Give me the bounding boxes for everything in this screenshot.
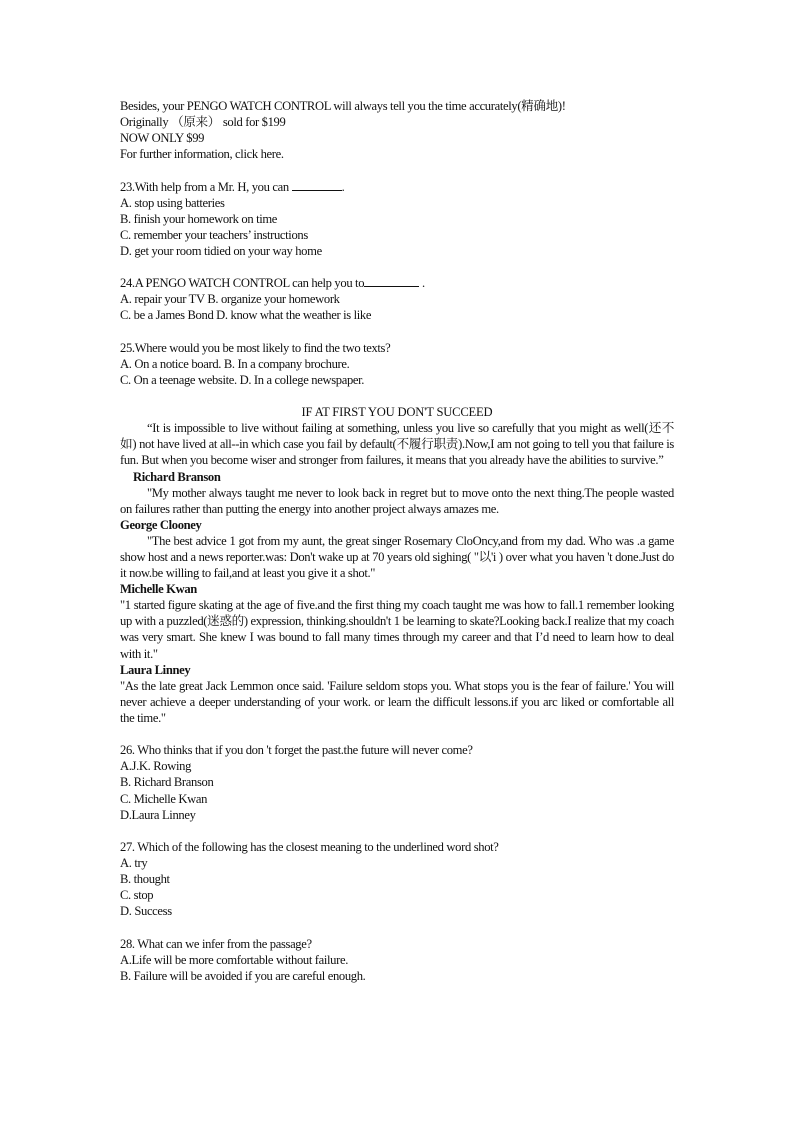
quote-paragraph: "My mother always taught me never to look back in regret but to move onto the next thing.The people wasted on failures rather than putting the energy into another project always amazes me. bbox=[120, 485, 674, 516]
question-23-option-d: D. get your room tidied on your way home bbox=[120, 243, 322, 258]
question-27-stem: 27. Which of the following has the closest meaning to the underlined word shot? bbox=[120, 839, 499, 854]
question-28-option-a: A.Life will be more comfortable without failure. bbox=[120, 952, 348, 967]
question-25-options-ab: A. On a notice board. B. In a company brochure. bbox=[120, 356, 350, 371]
ad-line-further-info: For further information, click here. bbox=[120, 147, 284, 162]
quote-paragraph: "The best advice 1 got from my aunt, the great singer Rosemary CloOncy,and from my dad. Who was .a game show host and a news reporter.was: Don't wake up at 70 years old sighing( "以'i ) over what you haven 't done.Just do it now.be willing to fail,and at least you give it a shot." bbox=[120, 533, 674, 581]
question-23-option-a: A. stop using batteries bbox=[120, 195, 225, 210]
question-26-option-d: D.Laura Linney bbox=[120, 807, 196, 822]
question-28-stem: 28. What can we infer from the passage? bbox=[120, 936, 312, 951]
answer-blank bbox=[364, 276, 419, 287]
question-27-option-c: C. stop bbox=[120, 888, 154, 903]
question-23-stem: 23.With help from a Mr. H, you can . bbox=[120, 179, 345, 194]
question-27-option-d: D. Success bbox=[120, 904, 172, 919]
quote-author: Michelle Kwan bbox=[120, 582, 197, 597]
question-27-option-a: A. try bbox=[120, 855, 148, 870]
ad-line-original-price: Originally （原来） sold for $199 bbox=[120, 115, 286, 130]
question-26-option-c: C. Michelle Kwan bbox=[120, 791, 208, 806]
quote-author: Richard Branson bbox=[133, 469, 221, 484]
quote-paragraph: "1 started figure skating at the age of five.and the first thing my coach taught me was how to fall.1 remember looking up with a puzzled(迷惑的) expression, thinking.shouldn't 1 be learning to skate?Looking back.I realize that my coach was very smart. She knew I was bound to fall many times through my career and that I’d need to learn how to deal with it." bbox=[120, 598, 674, 661]
question-25-stem: 25.Where would you be most likely to find the two texts? bbox=[120, 340, 391, 355]
quote-author: Laura Linney bbox=[120, 662, 191, 677]
question-24-options-ab: A. repair your TV B. organize your homework bbox=[120, 292, 340, 307]
answer-blank bbox=[292, 180, 342, 191]
question-26-option-a: A.J.K. Rowing bbox=[120, 759, 192, 774]
question-27-option-b: B. thought bbox=[120, 872, 170, 887]
ad-line-now-price: NOW ONLY $99 bbox=[120, 131, 205, 146]
question-23-option-c: C. remember your teachers’ instructions bbox=[120, 227, 308, 242]
ad-line-accuracy: Besides, your PENGO WATCH CONTROL will always tell you the time accurately(精确地)! bbox=[120, 99, 566, 113]
question-26-option-b: B. Richard Branson bbox=[120, 775, 214, 790]
question-25-options-cd: C. On a teenage website. D. In a college newspaper. bbox=[120, 372, 365, 387]
question-26-stem: 26. Who thinks that if you don 't forget the past.the future will never come? bbox=[120, 743, 473, 758]
question-24-stem: 24.A PENGO WATCH CONTROL can help you to . bbox=[120, 276, 425, 291]
document-page bbox=[120, 98, 674, 984]
question-28-option-b: B. Failure will be avoided if you are careful enough. bbox=[120, 968, 366, 983]
question-24-options-cd: C. be a James Bond D. know what the weather is like bbox=[120, 308, 372, 323]
quote-author: George Clooney bbox=[120, 517, 202, 532]
quote-paragraph: “It is impossible to live without failing at something, unless you live so carefully that you might as well(还不如) not have lived at all--in which case you fail by default(不履行职责).Now,I am not going to tell you that failure is fun. But when you become wiser and stronger from failures, it means that you already have the abilities to survive.” bbox=[120, 421, 674, 468]
quote-paragraph: "As the late great Jack Lemmon once said. 'Failure seldom stops you. What stops you is the fear of failure.' You will never achieve a deeper understanding of your work. or learn the difficult lessons.if you arc liked or comfortable all the time." bbox=[120, 678, 674, 725]
question-23-option-b: B. finish your homework on time bbox=[120, 211, 278, 226]
passage-title: IF AT FIRST YOU DON'T SUCCEED bbox=[301, 405, 493, 420]
